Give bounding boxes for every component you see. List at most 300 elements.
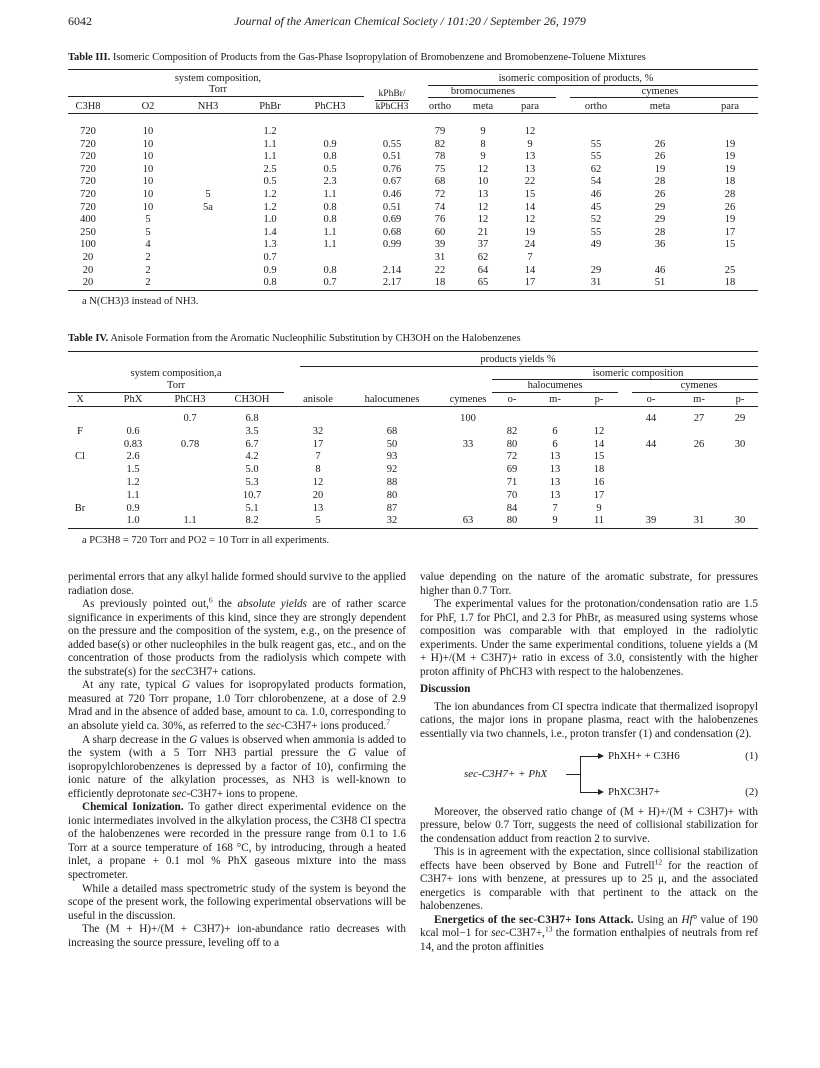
table4-col-header: cymenes <box>449 394 487 405</box>
table4-cell: 92 <box>386 464 398 476</box>
table3-col-header: para <box>720 101 740 112</box>
eq-number-1: (1) <box>745 749 758 762</box>
table3-cell: 62 <box>477 252 489 263</box>
table4-cell: 93 <box>386 451 398 463</box>
table3-cymenes-rule <box>570 97 758 98</box>
table4-cell: 44 <box>645 438 657 450</box>
table3-cell: 19 <box>724 163 736 175</box>
table3-cell: 10 <box>142 126 154 137</box>
table3-cell: 8 <box>480 138 486 150</box>
table3-cell: 21 <box>477 226 489 238</box>
table3-cell: 18 <box>434 277 446 289</box>
table3-cell: 10 <box>142 151 154 163</box>
table3-cell: 0.46 <box>382 189 402 200</box>
table3-cell: 5a <box>203 201 213 213</box>
table4-col-header: CH3OH <box>234 394 270 405</box>
emphasis-g: G <box>348 747 357 760</box>
table4-cell: 72 <box>506 451 518 463</box>
arrow-right-icon <box>598 753 604 759</box>
table3-cell: 0.9 <box>323 138 337 150</box>
table4-cell: 27 <box>693 413 705 424</box>
table4-col-header: m- <box>693 394 705 405</box>
text-run: for the reaction of C3H7+ ions with benzene, at pressures up to 25 μ, and the associated energetics is comparable with that pertinent to the attack on the halobenzenes. <box>420 859 758 913</box>
arrow-right-icon <box>598 789 604 795</box>
text-run: the <box>212 598 238 611</box>
table4-col-header: p- <box>735 394 745 405</box>
table3-cell: 29 <box>590 264 602 276</box>
table3-cell: 0.7 <box>323 277 337 289</box>
table3-cell: 22 <box>524 176 536 188</box>
table4-cell: 5.3 <box>245 477 259 488</box>
table3-cell: 0.5 <box>263 176 277 188</box>
table3-col-header: ortho <box>428 101 452 112</box>
table4-cell: Br <box>74 502 86 514</box>
table4-header-rule <box>68 406 758 407</box>
right-paragraph-3: The ion abundances from CI spectra indicate that thermalized isopropyl cations, the major ions in propane plasma, react with the halobenzenes essentially via two channels, i.e., proton transfer (1) and condensation (2). <box>420 700 758 741</box>
table4-cell: 1.2 <box>126 477 140 488</box>
left-paragraph-4 <box>68 734 406 802</box>
table4-cell: 11 <box>593 515 605 527</box>
table4-cell: 0.6 <box>126 425 140 437</box>
table3-cell: 9 <box>480 151 486 163</box>
table4-label: Table IV. <box>68 333 109 344</box>
table3-cell: 19 <box>724 151 736 163</box>
text-run: -C3H7+ ions produced. <box>280 720 387 733</box>
table3-cell: 10 <box>142 138 154 150</box>
table3-cell: 5 <box>145 226 151 238</box>
table4-col-header: o- <box>646 394 656 405</box>
page-header <box>68 14 752 30</box>
table4-cell: 9 <box>552 515 558 527</box>
table4-cell: 88 <box>386 477 398 488</box>
table3-cell: 26 <box>654 189 666 200</box>
table4-cell: 6 <box>552 438 558 450</box>
table4-cell: 44 <box>645 413 657 424</box>
table3-cell: 25 <box>724 264 736 276</box>
text-run: the formation enthalpies of neutrals from ref 14, and the proton affinities <box>420 927 758 954</box>
table4-col-header: m- <box>549 394 561 405</box>
table3-cell: 0.51 <box>382 201 402 213</box>
table4-group-halocumenes: halocumenes <box>527 380 583 391</box>
table3-cell: 68 <box>434 176 446 188</box>
table4-cell: 13 <box>549 451 561 463</box>
table4-products-rule <box>300 366 758 367</box>
left-paragraph-2 <box>68 595 406 679</box>
ref-12: 12 <box>654 857 663 867</box>
table4-cell: 50 <box>386 438 398 450</box>
table3-cell: 9 <box>527 138 533 150</box>
table4-cell: 18 <box>593 464 605 476</box>
table3-cell: 52 <box>590 214 602 226</box>
table3-cell: 82 <box>434 138 446 150</box>
table3-cell: 13 <box>524 163 536 175</box>
table4-cell: 100 <box>460 413 476 424</box>
table3-cell: 18 <box>724 176 736 188</box>
table4-cell: 63 <box>462 515 474 527</box>
table3-cell: 0.69 <box>382 214 402 226</box>
table4-cell: 1.5 <box>126 464 140 476</box>
table4-cell: 6 <box>552 425 558 437</box>
left-paragraph-5 <box>68 801 406 882</box>
table3-cell: 55 <box>590 151 602 163</box>
table4-cell: 7 <box>552 502 558 514</box>
right-paragraph-4: Moreover, the observed ratio change of (M + H)+/(M + C3H7)+ with pressure, below 0.7 Torr, suggests the need of collisional stabilization for the condensation adduct from reaction 2 to survive. <box>420 805 758 845</box>
table3-cell: 0.99 <box>382 239 402 251</box>
text-run: This is in agreement with the expectation, since collisional stabilization effects have been observed by Bone and Futrell <box>420 846 758 872</box>
table4-cell: 70 <box>506 489 518 501</box>
table3-cell: 65 <box>477 277 489 289</box>
table4-footnote: a PC3H8 = 720 Torr and PO2 = 10 Torr in all experiments. <box>82 535 330 546</box>
table3-cell: 36 <box>654 239 666 251</box>
text-run: As previously pointed out, <box>82 598 209 611</box>
text-run: values is observed when ammonia is added to the system (with a 5 Torr NH3 partial pressure the <box>68 733 406 760</box>
eq-branch-top <box>580 756 598 757</box>
table4-cell: 39 <box>645 515 657 527</box>
left-paragraph-3 <box>68 679 406 733</box>
table4-cell: 13 <box>549 489 561 501</box>
table3-cell: 62 <box>590 163 602 175</box>
table3-cell: 12 <box>524 126 536 137</box>
table3-cell: 0.5 <box>323 163 337 175</box>
table3-cell: 72 <box>434 189 446 200</box>
table3-col-header: C3H8 <box>75 101 101 112</box>
reaction-scheme <box>420 748 758 802</box>
table4-group-system: system composition,a <box>130 368 222 379</box>
text-run: A sharp decrease in the <box>82 733 190 746</box>
table3-cell: 2.3 <box>323 176 337 188</box>
table4-cell: 82 <box>506 425 518 437</box>
emphasis-hf: Hf° <box>681 913 698 926</box>
table4-cell: 7 <box>315 451 321 463</box>
table3-cell: 46 <box>654 264 666 276</box>
table3-cell: 720 <box>80 163 96 175</box>
ref-6: 6 <box>208 595 213 605</box>
table3-cell: 15 <box>724 239 736 251</box>
table4-cell: 1.1 <box>126 489 140 501</box>
table4-cell: 68 <box>386 425 398 437</box>
table3-cell: 31 <box>590 277 602 289</box>
table3-cell: 2 <box>145 277 151 289</box>
table3-cell: 0.7 <box>263 252 277 263</box>
table3-group-system: system composition, <box>174 73 262 84</box>
table3-cell: 78 <box>434 151 446 163</box>
table3-cell: 720 <box>80 151 96 163</box>
emphasis-sec: sec <box>266 720 281 733</box>
table3-title <box>68 52 758 63</box>
ref-7: 7 <box>386 717 390 727</box>
table4-cell: 84 <box>506 502 518 514</box>
table3-cell: 49 <box>590 239 602 251</box>
table3-cell: 0.8 <box>323 151 337 163</box>
right-paragraph-6 <box>420 914 758 955</box>
table3-cell: 28 <box>654 176 666 188</box>
text-run: -C3H7+, <box>505 927 545 940</box>
table4-cell: 10.7 <box>242 489 262 501</box>
table3-cell: 75 <box>434 163 446 175</box>
table3-col-header: NH3 <box>197 101 219 112</box>
right-column <box>420 571 758 955</box>
table4-cell: 12 <box>593 425 605 437</box>
table3-cell: 1.1 <box>263 138 277 150</box>
table4-cell: 6.8 <box>245 413 259 424</box>
table4-cell: 12 <box>312 477 324 488</box>
table4-cell: 2.6 <box>126 451 140 463</box>
table4-cell: 30 <box>734 515 746 527</box>
right-paragraph-5 <box>420 846 758 914</box>
table4-cell: Cl <box>75 451 85 463</box>
table4-col-header: p- <box>594 394 604 405</box>
table3-cell: 4 <box>145 239 151 251</box>
table4-cell: 26 <box>693 438 705 450</box>
table4-cell: 31 <box>693 515 705 527</box>
table4-cell: 71 <box>506 477 518 488</box>
table3-group-bromocumenes: bromocumenes <box>450 86 516 97</box>
table4-bottom-rule <box>68 528 758 529</box>
table4-cell: 14 <box>593 438 605 450</box>
table3-cell: 54 <box>590 176 602 188</box>
table3-cell: 720 <box>80 138 96 150</box>
table4-cell: 30 <box>734 438 746 450</box>
table3-cell: 1.1 <box>263 151 277 163</box>
table3-cell: 28 <box>654 226 666 238</box>
table4-cell: 32 <box>312 425 324 437</box>
emphasis-g: G <box>189 733 198 746</box>
table4-cell: 69 <box>506 464 518 476</box>
emphasis-g: G <box>181 679 190 692</box>
table4-group-torr: Torr <box>167 380 185 391</box>
text-run: value of 190 kcal mol−1 for <box>420 913 759 940</box>
table3-cell: 2 <box>145 264 151 276</box>
table3-cell: 15 <box>524 189 536 200</box>
eq-branch-vertical <box>580 756 581 792</box>
table3-cell: 17 <box>724 226 736 238</box>
table3-cell: 20 <box>82 264 94 276</box>
table3-cell: 720 <box>80 201 96 213</box>
right-paragraph-2: The experimental values for the protonation/condensation ratio are 1.5 for PhF, 1.7 for PhCl, and 2.3 for PhBr, as measured using systems whose composition was comparable with that employed in the radiolytic experiments. Under the same experimental conditions, toluene yields a (M + H)+/(M + C3H7)+ ratio in excess of 3.0, consistently with the higher proton affinity of PhCH3 with respect to the halobenzenes. <box>420 598 758 678</box>
text-run: Using an <box>633 913 682 926</box>
text-run: To gather direct experimental evidence on the ionic intermediates involved in the alkylation process, the C3H8 CI spectra of the halobenzenes were recorded in the pressure range from 0.1 to 1.6 Torr at a source temperature of 168 °C, by introducing, through a heated inlet, a propane + 0.1 mol % PhX gaseous mixture into the mass spectrometer. <box>68 801 406 882</box>
eq-reactants: sec-C3H7+ + PhX <box>464 767 548 780</box>
table3-cell: 0.76 <box>382 163 402 175</box>
table4-cell: 80 <box>506 515 518 527</box>
table3-caption: Isomeric Composition of Products from the Gas-Phase Isopropylation of Bromobenzene and Bromobenzene-Toluene Mixtures <box>112 52 646 63</box>
table3-cell: 28 <box>724 189 736 200</box>
table3-cell: 26 <box>724 201 736 213</box>
table4-cell: 8 <box>315 464 321 476</box>
table3-cell: 17 <box>524 277 536 289</box>
eq-branch-bottom <box>580 792 598 793</box>
table3-cell: 0.9 <box>263 264 277 276</box>
table4-title <box>68 333 758 344</box>
table3-cell: 14 <box>524 201 536 213</box>
table4-cell: 80 <box>386 489 398 501</box>
table3-group-cymenes: cymenes <box>641 86 679 97</box>
table4-col-header: o- <box>507 394 517 405</box>
table3-cell: 10 <box>477 176 489 188</box>
table3-cell: 5 <box>205 189 211 200</box>
table4-group-cymenes: cymenes <box>680 380 718 391</box>
table3-ratio-bottom: kPhCH3 <box>375 102 409 112</box>
table3-cell: 18 <box>724 277 736 289</box>
heading-energetics: Energetics of the sec-C3H7+ Ions Attack. <box>434 913 634 926</box>
table4-cell: 32 <box>386 515 398 527</box>
table3-cell: 2.5 <box>263 163 277 175</box>
table4-cell: 5.1 <box>245 502 259 514</box>
table4-cell: 0.83 <box>123 438 143 450</box>
table4-cell: 29 <box>734 413 746 424</box>
text-run: are of rather scarce significance in experiments of this kind, since they are strongly dependent on the pressure and the composition of the system, e.g., on the presence of added base(s) or other nucleophiles in the bulk reagent gas, etc., and on the concentration of those products from the radiolysis which compete with the substrate(s) for the <box>68 598 406 678</box>
table3-cell: 1.2 <box>263 189 277 200</box>
table3-cell: 12 <box>477 163 489 175</box>
table3-cell: 76 <box>434 214 446 226</box>
table3-cell: 1.3 <box>263 239 277 251</box>
table3-cell: 51 <box>654 277 666 289</box>
table3-cell: 13 <box>477 189 489 200</box>
table3-cell: 1.1 <box>323 189 337 200</box>
table3-cell: 0.51 <box>382 151 402 163</box>
table3-header-rule <box>68 113 758 114</box>
table3-cell: 0.8 <box>323 201 337 213</box>
table3-label: Table III. <box>68 52 111 63</box>
table3-cell: 12 <box>477 201 489 213</box>
table4-cell: 3.5 <box>245 425 259 437</box>
table3-cell: 10 <box>142 176 154 188</box>
emphasis-absolute-yields: absolute yields <box>237 598 307 611</box>
left-paragraph-1: perimental errors that any alkyl halide formed should survive to the applied radiation dose. <box>68 571 406 597</box>
table3-cell: 45 <box>590 201 602 213</box>
table3-cell: 64 <box>477 264 489 276</box>
table4-cell: 16 <box>593 477 605 488</box>
left-column <box>68 571 406 950</box>
table4-cell: 15 <box>593 451 605 463</box>
table3-footnote: a N(CH3)3 instead of NH3. <box>82 296 199 307</box>
text-run: C3H7+ cations. <box>185 665 256 678</box>
emphasis-sec: sec <box>171 665 186 678</box>
eq-product-1: PhXH+ + C3H6 <box>608 749 680 762</box>
table3-cell: 26 <box>654 151 666 163</box>
table3-cell: 10 <box>142 189 154 200</box>
table3-torr-rule <box>68 96 364 97</box>
table3-cell: 250 <box>80 226 96 238</box>
table3-col-header: O2 <box>141 101 155 112</box>
table3-cell: 12 <box>477 214 489 226</box>
table4-group-isomeric: isomeric composition <box>592 368 684 379</box>
table4-cell: 13 <box>549 464 561 476</box>
eq-product-2: PhXC3H7+ <box>608 785 661 798</box>
table3-cell: 100 <box>80 239 96 251</box>
table3-cell: 0.67 <box>382 176 402 188</box>
table3-group-torr: Torr <box>209 84 227 95</box>
table3-cell: 2 <box>145 252 151 263</box>
table3-cell: 12 <box>524 214 536 226</box>
table3-cell: 720 <box>80 189 96 200</box>
table3-cell: 20 <box>82 252 94 263</box>
table3-col-header: PhCH3 <box>314 101 346 112</box>
table3-top-rule <box>68 69 758 70</box>
table4-caption: Anisole Formation from the Aromatic Nucleophilic Substitution by CH3OH on the Halobenzenes <box>110 333 521 344</box>
table4-group-products: products yields % <box>480 354 556 365</box>
table3-col-header: meta <box>472 101 494 112</box>
journal-citation: Journal of the American Chemical Society / 101:20 / September 26, 1979 <box>234 14 586 28</box>
table3-cell: 29 <box>654 201 666 213</box>
table3-col-header: PhBr <box>259 101 281 112</box>
table4-cell: 17 <box>312 438 324 450</box>
table3-cell: 10 <box>142 163 154 175</box>
table4-col-header: PhCH3 <box>174 394 206 405</box>
table4-cell: F <box>77 425 83 437</box>
table3-cell: 79 <box>434 126 446 137</box>
table3-cell: 720 <box>80 176 96 188</box>
table4-cell: 0.78 <box>180 438 200 450</box>
table3-cell: 1.1 <box>323 239 337 251</box>
table3-cell: 19 <box>654 163 666 175</box>
table3-cell: 29 <box>654 214 666 226</box>
table3-ratio-top: kPhBr/ <box>378 89 406 99</box>
table4-cell: 5.0 <box>245 464 259 476</box>
table3-col-header: ortho <box>584 101 608 112</box>
heading-chemical-ionization: Chemical Ionization. <box>82 801 184 814</box>
table4-col-header: anisole <box>303 394 333 405</box>
table3-cell: 400 <box>80 214 96 226</box>
table3-cell: 0.55 <box>382 138 402 150</box>
table3-cell: 1.2 <box>263 126 277 137</box>
table4-cell: 1.0 <box>126 515 140 527</box>
table3-cell: 19 <box>524 226 536 238</box>
table3-cell: 31 <box>434 252 446 263</box>
table3-cell: 14 <box>524 264 536 276</box>
table4-cell: 5 <box>315 515 321 527</box>
table4-col-header: halocumenes <box>364 394 420 405</box>
table4-cymenes-rule <box>632 392 758 393</box>
table4-cell: 87 <box>386 502 398 514</box>
table4-col-header: PhX <box>123 394 143 405</box>
left-paragraph-6: While a detailed mass spectrometric study of the system is beyond the scope of the present work, the following experimental observations will be useful in the discussion. <box>68 882 406 922</box>
table4-cell: 0.9 <box>126 502 140 514</box>
table3-cell: 10 <box>142 201 154 213</box>
table3-cell: 26 <box>654 138 666 150</box>
table3-cell: 39 <box>434 239 446 251</box>
table4-cell: 20 <box>312 489 324 501</box>
left-paragraph-7: The (M + H)+/(M + C3H7)+ ion-abundance ratio decreases with increasing the source pressure, leveling off to a <box>68 923 406 949</box>
table3-cell: 74 <box>434 201 446 213</box>
table3-cell: 1.1 <box>323 226 337 238</box>
table4-cell: 4.2 <box>245 451 259 463</box>
table3-cell: 1.4 <box>263 226 277 238</box>
table4-torr-rule <box>68 392 284 393</box>
table3-cell: 20 <box>82 277 94 289</box>
text-run: value of isopropylchlorobenzenes is depressed by a factor of 10), confirming the ionic nature of the alkylation processes, as NH3 is well-known to efficiently deprotonate <box>68 747 406 800</box>
ref-13: 13 <box>544 924 553 934</box>
table4-cell: 80 <box>506 438 518 450</box>
table4-cell: 8.2 <box>245 515 259 527</box>
table3-bromocumenes-rule <box>428 97 556 98</box>
table3-cell: 5 <box>145 214 151 226</box>
table3-cell: 2.17 <box>382 277 402 289</box>
discussion-heading: Discussion <box>420 683 471 696</box>
table3-cell: 37 <box>477 239 489 251</box>
table4-cell: 13 <box>312 502 324 514</box>
table4-cell: 0.7 <box>183 413 197 424</box>
text-run: -C3H7+ ions to propene. <box>186 787 298 800</box>
emphasis-sec: sec <box>491 927 506 940</box>
table3-group-isomeric: isomeric composition of products, % <box>498 73 654 84</box>
table3-cell: 0.8 <box>263 277 277 289</box>
table3-cell: 19 <box>724 138 736 150</box>
table3-cell: 13 <box>524 151 536 163</box>
table3-cell: 60 <box>434 226 446 238</box>
table4-top-rule <box>68 351 758 352</box>
table3-col-header: meta <box>649 101 671 112</box>
